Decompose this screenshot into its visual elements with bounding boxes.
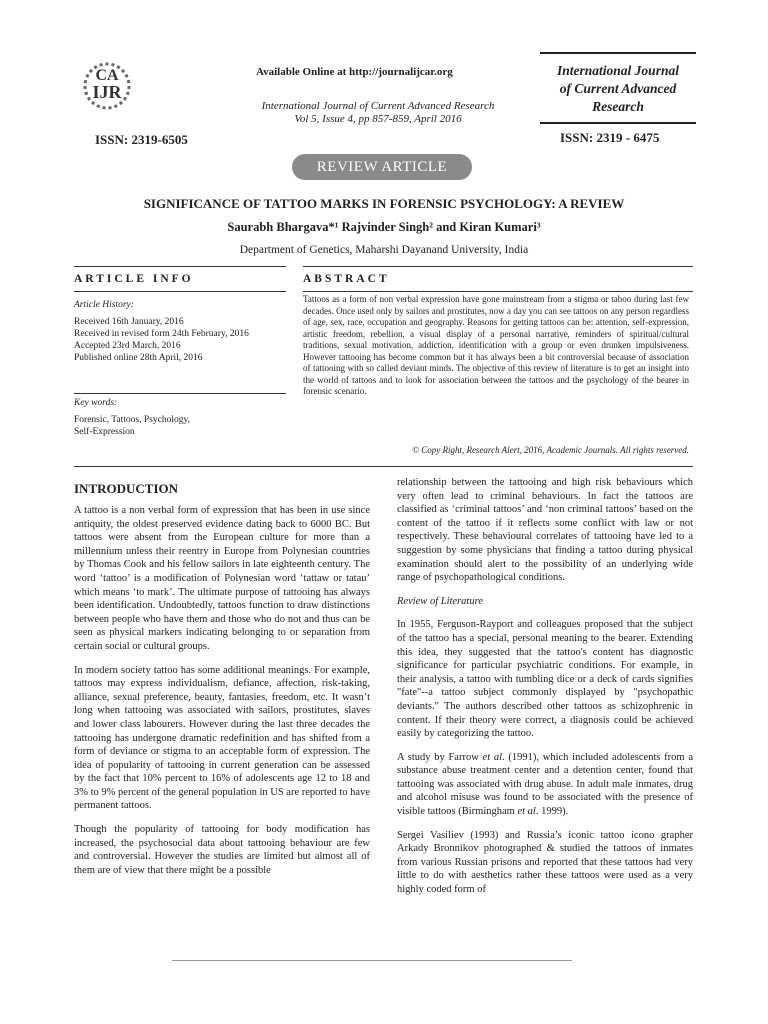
- divider: [74, 266, 286, 267]
- journal-box-line: Research: [592, 99, 644, 114]
- journal-logo: [72, 52, 142, 130]
- journal-citation: [248, 100, 508, 126]
- article-info-heading: ARTICLE INFO: [74, 273, 194, 285]
- text-run-italic: et al: [517, 806, 536, 818]
- svg-text:IJR: IJR: [92, 82, 122, 102]
- footer-divider: [172, 960, 572, 961]
- journal-name: International Journal of Current Advanced Research: [261, 100, 495, 112]
- journal-box-line: International Journal: [557, 63, 679, 78]
- paragraph: Though the popularity of tattooing for body modification has increased, the psychosocial data about tattooing behaviour are few and controversial. However the studies are limited but almost all of them are of view that there might be a possible: [74, 824, 370, 876]
- available-online-link[interactable]: Available Online at http://journalijcar.org: [256, 66, 453, 78]
- keywords-label: Key words:: [74, 398, 118, 408]
- accepted-date: Accepted 23rd March, 2016: [74, 341, 181, 351]
- abstract-heading: ABSTRACT: [303, 273, 390, 285]
- article-title: SIGNIFICANCE OF TATTOO MARKS IN FORENSIC PSYCHOLOGY: A REVIEW: [143, 196, 625, 211]
- history-label: Article History:: [74, 300, 134, 310]
- issn-online: ISSN: 2319 - 6475: [560, 130, 660, 145]
- svg-text:CA: CA: [95, 67, 119, 84]
- introduction-heading: INTRODUCTION: [74, 481, 179, 496]
- abstract-text: Tattoos as a form of non verbal expression have gone mainstream from a stigma or taboo during last few decades. Once used only by sailors and prostitutes, now a day you can see tattoos on any person regardless of age, sex, race, occupation and geography. Reasons for getting tattoos can be: attention, self-expression, artistic freedom, rebellion, a visual display of a personal narrative, reminders of spiritual/cultural traditions, sexual motivation, addiction, identification with a group or even drunken impulsiveness. However tattooing has become common but it has always been a bit controversial because of association of tattooing with so called deviant minds. The objective of this review of literature is to get an insight into the world of tattoos and to look for association between the tattoos and the psychology of the bearer in forensic scenario.: [303, 294, 689, 396]
- review-of-literature-heading: Review of Literature: [397, 595, 483, 607]
- text-run: . 1999).: [535, 806, 569, 818]
- keywords-line: Self-Expression: [74, 427, 135, 437]
- author-list: Saurabh Bhargava*¹ Rajvinder Singh² and Kiran Kumari³: [227, 220, 541, 234]
- article-history: [74, 300, 286, 364]
- text-run: . (1991), which included adolescents from a substance abuse treatment center and a detention center, found that tattooing was associated with drug abuse. In adult male inmates, drug and alcohol misuse was found to be associated with the presence of visible tattoos (Birmingham: [397, 751, 693, 818]
- paragraph: [397, 751, 693, 819]
- revised-date: Received in revised form 24th February, 2016: [74, 329, 249, 339]
- published-date: Published online 28th April, 2016: [74, 353, 203, 363]
- article-type-badge: REVIEW ARTICLE: [292, 154, 472, 180]
- paragraph: In 1955, Ferguson-Rayport and colleagues proposed that the subject of the tattoo has a special, personal meaning to the bearer. Extending this idea, they suggested that the tattoo's content has diagnostic significance for particular psychiatric conditions. For example, in their analysis, a tattoo with tumbling dice or a deck of cards signifies "fate"--a tattoo subject commonly displayed by "psychopathic deviants." The authors described other tattoos as schizophrenic in content. If their theory were correct, a diagnosis could be achieved easily by categorizing the tattoo.: [397, 619, 693, 740]
- divider: [303, 291, 693, 292]
- divider: [74, 291, 286, 292]
- affiliation: Department of Genetics, Maharshi Dayanand University, India: [239, 244, 529, 256]
- paragraph: Sergei Vasiliev (1993) and Russia’s iconic tattoo icono grapher Arkady Bronnikov photographed & studied the tattoos of inmates from various Russian prisons and reported that these tattoos had very little to do with aesthetics rather these tattoos were used as a very highly coded form of: [397, 829, 693, 896]
- divider: [74, 393, 286, 394]
- journal-title-box: [540, 52, 696, 124]
- body-column-right: [397, 476, 693, 907]
- divider: [303, 266, 693, 267]
- keywords-section: [74, 398, 286, 438]
- divider: [74, 466, 693, 467]
- text-run-italic: et al: [482, 751, 503, 763]
- volume-issue: Vol 5, Issue 4, pp 857-859, April 2016: [294, 113, 462, 125]
- paragraph: In modern society tattoo has some additional meanings. For example, tattoos may express individualism, defiance, affection, risk-taking, alliance, sexual preference, beauty, fantasies, freedom, etc. It wasn’t long when tattooing was associated with sailors, prostitutes, slaves and lower class labourers. However during the last three decades the tattooing has undergone dramatic redefinition and has shifted from a form of deviance or stigma to an acceptable form of expression. The idea of popularity of tattooing in current generation can be assessed by the fact that 10% percent to 16% of adolescents age 12 to 18 and 3% to 9% percent of the general population in US are reported to have permanent tattoos.: [74, 664, 370, 812]
- paragraph: A tattoo is a non verbal form of expression that has been in use since antiquity, the oldest preserved evidence dating back to 6000 BC. But tattoos were absent from the European culture for more than a millennium unless their reentry in Europe from Polynesian countries by Thomas Cook and his fellow sailors in late eighteenth century. The word ‘tattoo’ is a modification of Polynesian word ‘tattaw or tatau’ which means ‘to mark’. The ultimate purpose of tattooing has always been identification. Undoubtedly, tattoos function to draw distinctions between people who have them and those who do not and thus can be seen as physical markers indicating belonging to or separation from certain social or cultural groups.: [74, 505, 370, 652]
- received-date: Received 16th January, 2016: [74, 317, 184, 327]
- body-column-left: [74, 504, 370, 887]
- keywords-line: Forensic, Tattoos, Psychology,: [74, 415, 190, 425]
- paragraph: relationship between the tattooing and high risk behaviours which very often lead to criminal behaviours. In fact the tattoos are classified as ‘criminal tattoos’ and ‘non criminal tattoos’ based on the content of the tattoo if it reflects some conflict with law or not respectively. These behavioural correlates of tattooing have led to a suggestion by some physicians that finding a tattoo during physical examination should alert to the possibility of an underlying wide range of psychopathological conditions.: [397, 477, 693, 584]
- issn-print: ISSN: 2319-6505: [95, 132, 188, 147]
- text-run: A study by Farrow: [397, 751, 483, 763]
- copyright-notice: © Copy Right, Research Alert, 2016, Academic Journals. All rights reserved.: [412, 445, 689, 455]
- journal-box-line: of Current Advanced: [559, 81, 677, 96]
